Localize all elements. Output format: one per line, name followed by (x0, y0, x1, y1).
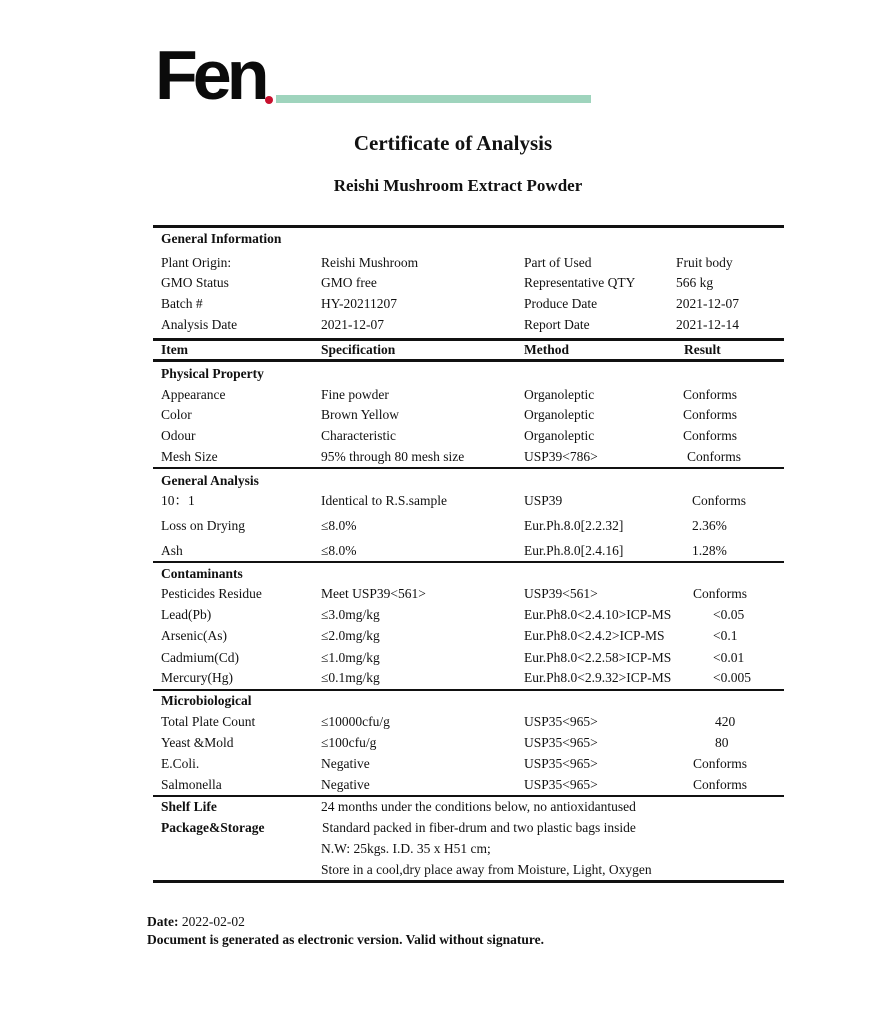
test-result: Conforms (683, 387, 737, 402)
package-storage-line: Standard packed in fiber-drum and two plastic bags inside (322, 820, 636, 835)
section-divider (153, 795, 784, 797)
general-field-value: 2021-12-07 (321, 317, 384, 332)
test-specification: 95% through 80 mesh size (321, 449, 465, 464)
test-specification: Negative (321, 756, 370, 771)
test-result: 80 (715, 735, 729, 750)
test-specification: Characteristic (321, 428, 396, 443)
test-result: Conforms (683, 407, 737, 422)
test-specification: Negative (321, 777, 370, 792)
test-item: 10：1 (161, 493, 195, 508)
general-field-value: GMO free (321, 275, 377, 290)
test-item: Yeast &Mold (161, 735, 234, 750)
test-result: Conforms (693, 586, 747, 601)
test-specification: ≤100cfu/g (321, 735, 377, 750)
test-specification: ≤10000cfu/g (321, 714, 390, 729)
test-result: Conforms (693, 777, 747, 792)
section-divider (153, 467, 784, 469)
package-storage-line: Store in a cool,dry place away from Moisture, Light, Oxygen (321, 862, 652, 877)
test-item: Cadmium(Cd) (161, 650, 239, 665)
test-method: USP35<965> (524, 756, 598, 771)
test-specification: ≤1.0mg/kg (321, 650, 380, 665)
test-result: Conforms (692, 493, 746, 508)
test-item: Pesticides Residue (161, 586, 262, 601)
test-result: Conforms (693, 756, 747, 771)
test-item: Appearance (161, 387, 226, 402)
test-method: USP39<561> (524, 586, 598, 601)
general-field-value: 2021-12-14 (676, 317, 739, 332)
section-heading-analysis: General Analysis (161, 473, 259, 488)
general-field-value: Reishi Mushroom (321, 255, 419, 270)
test-method: Eur.Ph8.0<2.4.10>ICP-MS (524, 607, 672, 622)
section-heading-general: General Information (161, 231, 282, 246)
table-top-rule (153, 225, 784, 228)
package-storage-line: N.W: 25kgs. I.D. 35 x H51 cm; (321, 841, 491, 856)
test-item: Color (161, 407, 192, 422)
package-storage-label: Package&Storage (161, 820, 265, 835)
test-method: Eur.Ph.8.0[2.2.32] (524, 518, 624, 533)
document-title: Certificate of Analysis (353, 131, 553, 155)
section-divider (153, 689, 784, 691)
shelf-life-value: 24 months under the conditions below, no antioxidantused (321, 799, 636, 814)
column-header-result: Result (684, 342, 721, 357)
test-item: Arsenic(As) (161, 628, 227, 643)
section-heading-contaminants: Contaminants (161, 566, 243, 581)
test-method: USP35<965> (524, 714, 598, 729)
general-field-label: Batch # (161, 296, 203, 311)
test-method: Eur.Ph8.0<2.9.32>ICP-MS (524, 670, 672, 685)
test-result: 2.36% (692, 518, 727, 533)
test-item: E.Coli. (161, 756, 200, 771)
column-header-item: Item (161, 342, 188, 357)
test-specification: ≤2.0mg/kg (321, 628, 380, 643)
shelf-life-label: Shelf Life (161, 799, 217, 814)
test-item: Mercury(Hg) (161, 670, 233, 685)
test-item: Lead(Pb) (161, 607, 212, 622)
header-bottom-rule (153, 359, 784, 362)
column-header-method: Method (524, 342, 569, 357)
test-item: Odour (161, 428, 196, 443)
general-field-label: Part of Used (524, 255, 592, 270)
test-result: Conforms (683, 428, 737, 443)
logo-dot-icon (265, 96, 273, 104)
general-field-label: Report Date (524, 317, 590, 332)
test-method: Eur.Ph8.0<2.4.2>ICP-MS (524, 628, 665, 643)
test-result: <0.1 (713, 628, 738, 643)
general-field-label: Representative QTY (524, 275, 636, 290)
test-specification: Identical to R.S.sample (321, 493, 447, 508)
test-specification: Brown Yellow (321, 407, 400, 422)
test-item: Mesh Size (161, 449, 218, 464)
date-value: 2022-02-02 (181, 914, 245, 929)
test-result: <0.01 (713, 650, 745, 665)
general-field-label: Plant Origin: (161, 255, 232, 270)
general-field-label: Produce Date (524, 296, 598, 311)
test-specification: Meet USP39<561> (321, 586, 426, 601)
test-method: USP39 (524, 493, 563, 508)
test-result: 1.28% (692, 543, 727, 558)
test-specification: ≤0.1mg/kg (321, 670, 380, 685)
test-method: Organoleptic (524, 428, 595, 443)
logo-accent-bar (276, 95, 591, 103)
general-field-value: 566 kg (676, 275, 714, 290)
test-method: USP35<965> (524, 777, 598, 792)
test-specification: ≤3.0mg/kg (321, 607, 380, 622)
general-field-label: GMO Status (161, 275, 229, 290)
test-specification: Fine powder (321, 387, 389, 402)
test-method: USP39<786> (524, 449, 598, 464)
test-item: Loss on Drying (161, 518, 245, 533)
product-name: Reishi Mushroom Extract Powder (333, 176, 583, 195)
general-field-value: Fruit body (676, 255, 733, 270)
test-result: Conforms (687, 449, 741, 464)
footer-date (147, 914, 245, 930)
test-result: 420 (715, 714, 736, 729)
column-header-specification: Specification (321, 342, 396, 357)
footer-note: Document is generated as electronic version. Valid without signature. (147, 932, 544, 947)
test-method: Organoleptic (524, 387, 595, 402)
test-method: USP35<965> (524, 735, 598, 750)
section-divider (153, 561, 784, 563)
logo-text: Fen (155, 36, 265, 114)
test-method: Eur.Ph.8.0[2.4.16] (524, 543, 624, 558)
test-item: Total Plate Count (161, 714, 256, 729)
test-specification: ≤8.0% (321, 518, 357, 533)
test-item: Salmonella (161, 777, 222, 792)
test-method: Eur.Ph8.0<2.2.58>ICP-MS (524, 650, 672, 665)
header-top-rule (153, 338, 784, 341)
section-heading-physical: Physical Property (161, 366, 264, 381)
test-result: <0.05 (713, 607, 745, 622)
test-item: Ash (161, 543, 183, 558)
date-label: Date: (147, 914, 179, 929)
general-field-value: 2021-12-07 (676, 296, 739, 311)
test-result: <0.005 (713, 670, 751, 685)
table-bottom-rule (153, 880, 784, 883)
test-specification: ≤8.0% (321, 543, 357, 558)
section-heading-micro: Microbiological (161, 693, 252, 708)
test-method: Organoleptic (524, 407, 595, 422)
general-field-value: HY-20211207 (321, 296, 397, 311)
general-field-label: Analysis Date (161, 317, 238, 332)
